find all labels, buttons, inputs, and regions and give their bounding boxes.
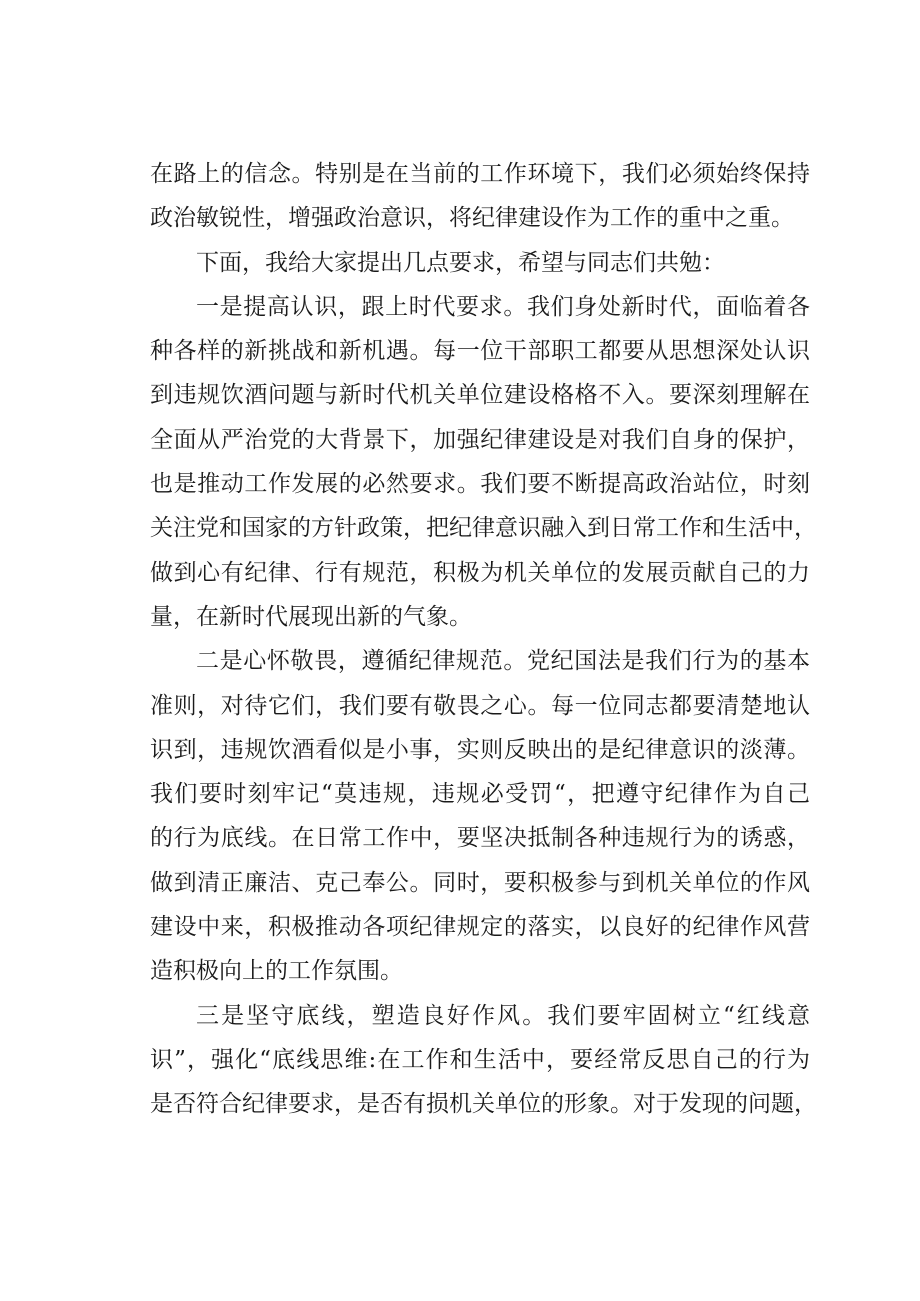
text-line: 的行为底线。在日常工作中，要坚决抵制各种违规行为的诱惑， [150, 825, 810, 852]
text-line: 到违规饮酒问题与新时代机关单位建设格格不入。要深刻理解在 [150, 382, 810, 409]
text-line: 关注党和国家的方针政策，把纪律意识融入到日常工作和生活中， [150, 515, 817, 542]
text-line: 下面，我给大家提出几点要求，希望与同志们共勉： [196, 249, 725, 276]
text-line: 全面从严治党的大背景下，加强纪律建设是对我们自身的保护， [150, 426, 810, 453]
text-line: 是否符合纪律要求，是否有损机关单位的形象。对于发现的问题， [150, 1091, 817, 1118]
text-line: 准则，对待它们，我们要有敬畏之心。每一位同志都要清楚地认 [150, 692, 810, 719]
text-line: 政治敏锐性，增强政治意识，将纪律建设作为工作的重中之重。 [150, 205, 794, 232]
text-line: 三是坚守底线，塑造良好作风。我们要牢固树立“红线意 [196, 1002, 810, 1029]
text-line: 一是提高认识，跟上时代要求。我们身处新时代，面临着各 [196, 293, 810, 320]
text-line: 在路上的信念。特别是在当前的工作环境下，我们必须始终保持 [150, 161, 810, 187]
text-line: 做到清正廉洁、克己奉公。同时，要积极参与到机关单位的作风 [150, 869, 810, 896]
text-line: 量，在新时代展现出新的气象。 [150, 603, 472, 630]
text-line: 识到，违规饮酒看似是小事，实则反映出的是纪律意识的淡薄。 [150, 736, 810, 763]
text-line: 种各样的新挑战和新机遇。每一位干部职工都要从思想深处认识 [150, 338, 810, 365]
text-line: 我们要时刻牢记“莫违规，违规必受罚“，把遵守纪律作为自己 [150, 781, 810, 808]
text-line: 也是推动工作发展的必然要求。我们要不断提高政治站位，时刻 [150, 471, 810, 498]
text-line: 造积极向上的工作氛围。 [150, 958, 403, 985]
body-text [150, 152, 817, 1127]
text-line: 二是心怀敬畏，遵循纪律规范。党纪国法是我们行为的基本 [196, 648, 810, 675]
text-line: 识”，强化“底线思维:在工作和生活中，要经常反思自己的行为 [150, 1046, 810, 1073]
text-line: 建设中来，积极推动各项纪律规定的落实，以良好的纪律作风营 [150, 914, 810, 941]
text-line: 做到心有纪律、行有规范，积极为机关单位的发展贡献自己的力 [150, 559, 810, 586]
